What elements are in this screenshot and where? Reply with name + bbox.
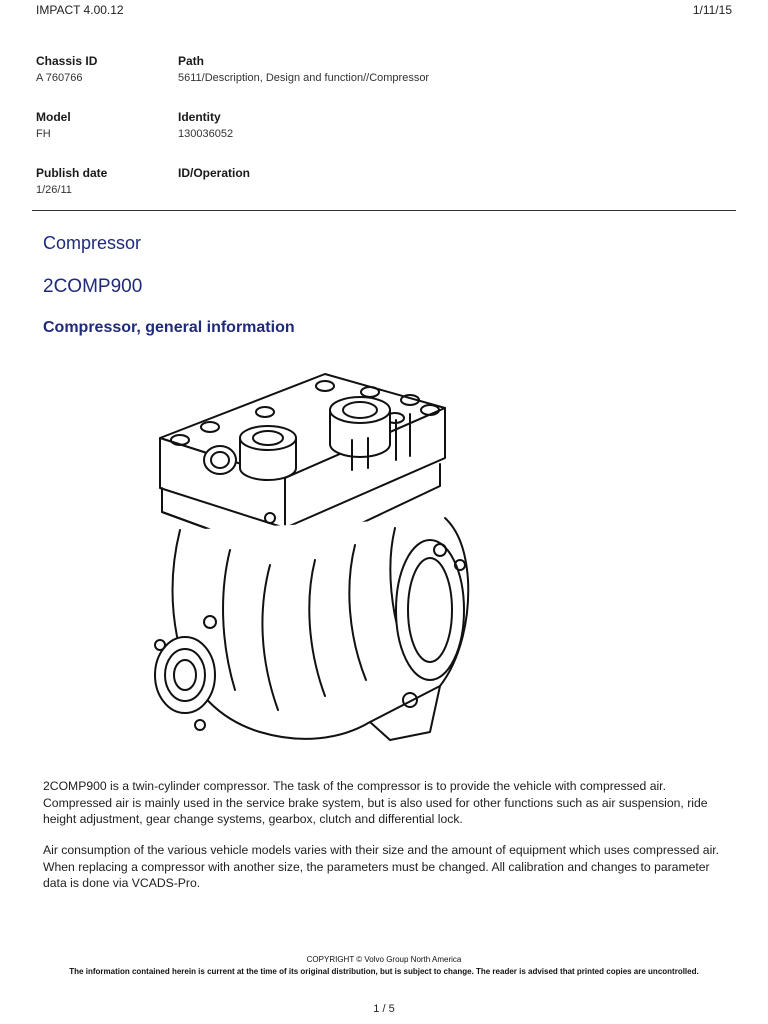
chassis-id-value: A 760766 [36, 72, 83, 84]
page-title: Compressor [43, 233, 142, 253]
publish-date-value: 1/26/11 [36, 184, 72, 196]
model-value: FH [36, 128, 51, 140]
identity-value: 130036052 [178, 128, 234, 140]
meta-path [178, 54, 429, 85]
paragraph-air-consumption: Air consumption of the various vehicle models varies with their size and the amount of equipment which uses compressed air. When replacing a compressor with another size, the parameters must be changed. All calibration and changes to parameter data is done via VCADS-Pro. [43, 843, 720, 890]
model-label: Model [36, 110, 71, 124]
app-version: IMPACT 4.00.12 [36, 3, 124, 17]
identity-label: Identity [178, 110, 221, 124]
print-date: 1/11/15 [692, 3, 732, 17]
section-heading: Compressor, general information [43, 319, 295, 336]
publish-date-label: Publish date [36, 166, 108, 180]
disclaimer-notice: The information contained herein is current at the time of its original distribution, but is subject to change. The reader is advised that printed copies are uncontrolled. [69, 967, 699, 976]
meta-chassis-id [36, 54, 97, 85]
chassis-id-label: Chassis ID [36, 54, 98, 68]
component-code: 2COMP900 [43, 276, 143, 297]
paragraph-intro: 2COMP900 is a twin-cylinder compressor. The task of the compressor is to provide the vehicle with compressed air. Compressed air is mainly used in the service brake system, but is also used for other functions such as air suspension, ride height adjustment, gear change systems, gearbox, clutch and differential lock. [43, 779, 708, 826]
path-value: 5611/Description, Design and function//Compressor [178, 72, 430, 84]
top-bar [36, 3, 732, 19]
meta-row-chassis [36, 54, 736, 110]
meta-identity [178, 110, 233, 141]
meta-model [36, 110, 71, 141]
meta-id-operation [178, 166, 250, 183]
compressor-illustration [140, 360, 500, 760]
id-operation-label: ID/Operation [178, 166, 251, 180]
meta-row-publish [36, 166, 736, 222]
path-label: Path [178, 54, 205, 68]
document-metadata [36, 54, 736, 222]
meta-row-model [36, 110, 736, 166]
page-number: 1 / 5 [373, 1003, 395, 1015]
copyright-line: COPYRIGHT © Volvo Group North America [306, 955, 462, 964]
meta-publish-date [36, 166, 107, 197]
header-divider [32, 210, 736, 211]
